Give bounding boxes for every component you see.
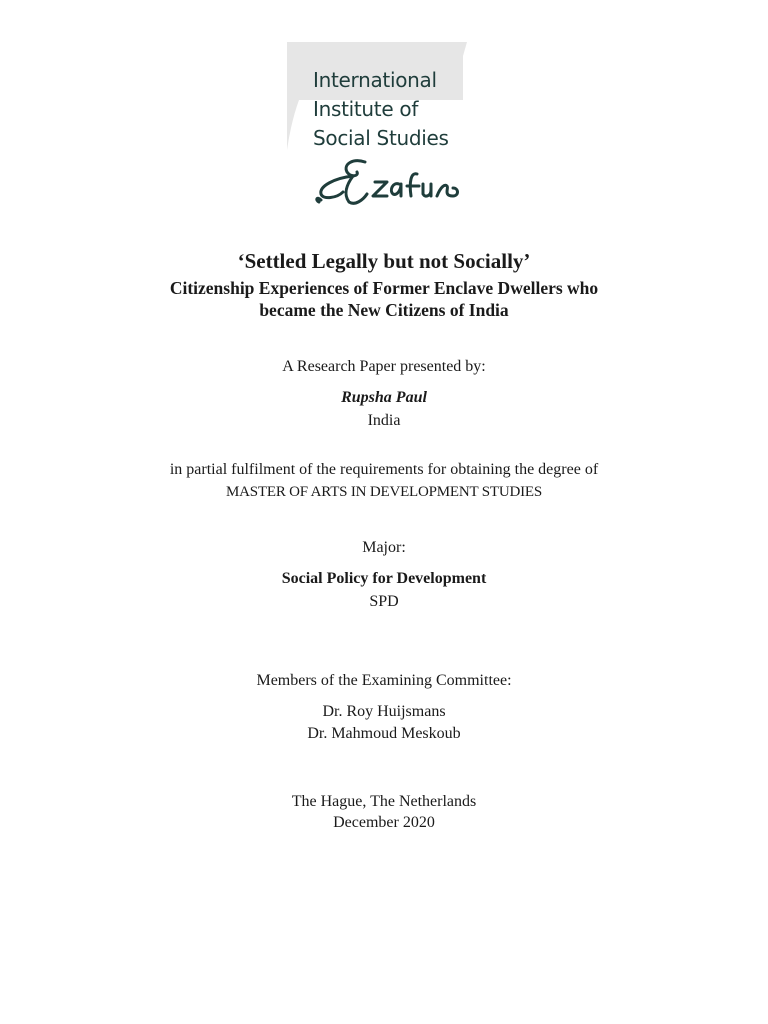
fulfilment-text: in partial fulfilment of the requirements for obtaining the degree of: [169, 461, 599, 478]
presented-by-label: A Research Paper presented by:: [282, 358, 486, 375]
author-country: India: [367, 412, 401, 429]
iss-logo: [287, 42, 477, 154]
committee-label: Members of the Examining Committee:: [256, 672, 512, 689]
author-name: Rupsha Paul: [341, 389, 427, 406]
degree-name: MASTER OF ARTS IN DEVELOPMENT STUDIES: [225, 484, 543, 500]
logo-wordmark: [313, 66, 449, 153]
major-code: SPD: [369, 593, 399, 610]
logo-line-2: Institute of: [313, 97, 419, 121]
subtitle-line-2: became the New Citizens of India: [259, 300, 509, 320]
major-name: Social Policy for Development: [281, 570, 487, 587]
committee-member: Dr. Roy Huijsmans: [322, 703, 446, 720]
paper-title: ‘Settled Legally but not Socially’: [237, 249, 531, 273]
subtitle-line-1: Citizenship Experiences of Former Enclave Dwellers who: [169, 278, 599, 298]
paper-subtitle: [0, 277, 768, 321]
place-text: The Hague, The Netherlands: [291, 793, 477, 810]
logo-line-1: International: [313, 68, 437, 92]
committee-member: Dr. Mahmoud Meskoub: [307, 725, 461, 742]
major-label: Major:: [362, 539, 406, 556]
logo-line-3: Social Studies: [313, 126, 449, 150]
erasmus-signature-icon: [313, 156, 463, 208]
date-text: December 2020: [333, 814, 435, 831]
